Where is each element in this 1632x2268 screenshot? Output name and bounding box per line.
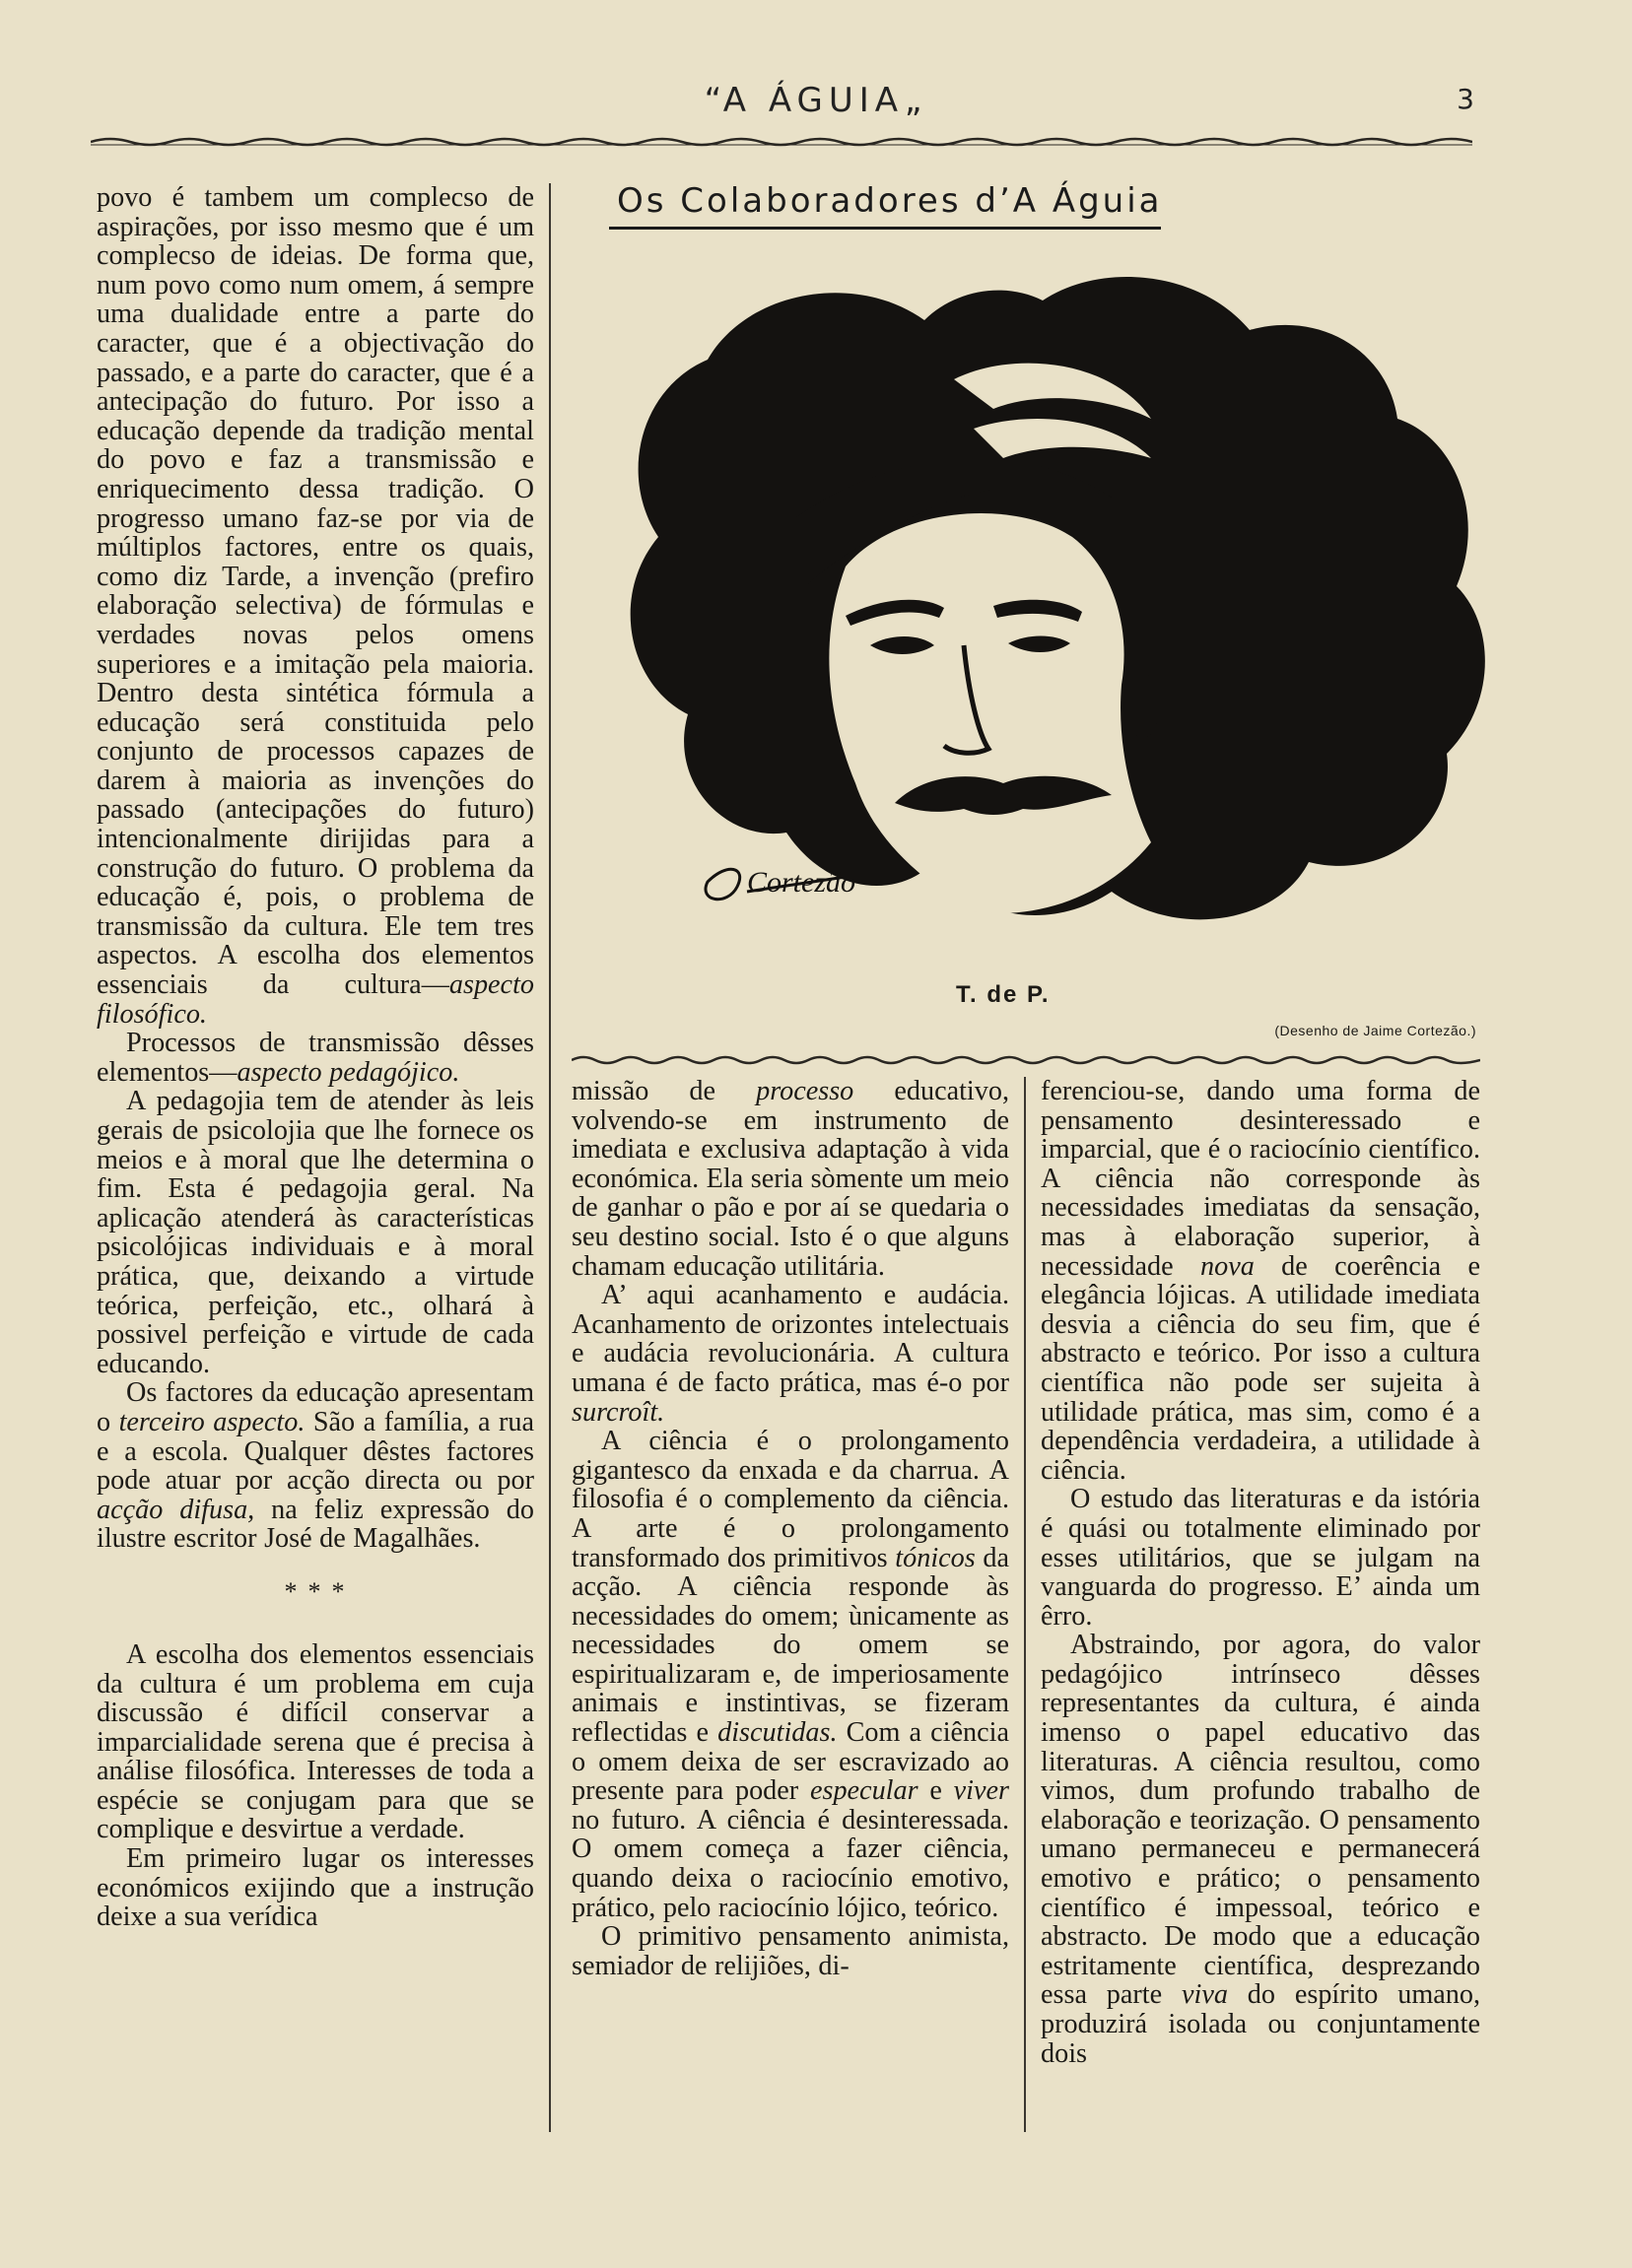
emphasis: viva [1182,1979,1228,2011]
paragraph-text: Abstraindo, por agora, do valor pedagójico intrínseco dêsses representantes da cultura, é ainda imenso o papel educativo das literaturas. A ciência resultou, como vimos, dum profundo trabalho de elaboração e teorização. O pensamento umano permaneceu e permanecerá emotivo e prático; o pensamento científico é impessoal, teórico e abstracto. De modo que a educação estritamente científica, desprezando essa parte [1041,1630,1480,2011]
paragraph-text: de coerência e elegância lójicas. A utilidade imediata desvia a ciência do seu fim, que é abstracto e teórico. Por isso a cultura científica não pode ser sujeita à utilidade prática, mas sim, como é a dependência verdadeira, a utilidade à ciência. [1041,1250,1481,1486]
emphasis: viver [953,1775,1009,1807]
heading-underline [609,227,1161,230]
column-divider [1024,1077,1026,2132]
paragraph: A pedagojia tem de atender às leis gerais de psicolojia que lhe fornece os meios e à moral que lhe determina o fim. Esta é pedagojia geral. Na aplicação atenderá às características psicolójicas individuais e à moral prática, que, deixando a virtude teórica, perfeição, etc., olhará à possivel perfeição e virtude de cada educando. [97,1086,534,1379]
paragraph [572,1077,1009,1281]
paragraph: O estudo das literaturas e da istória é quási ou totalmente eliminado por esses utilitários, que se julgam na vanguarda do progresso. E’ ainda um êrro. [1041,1484,1480,1632]
paragraph-text: e [918,1775,954,1807]
emphasis: processo [756,1076,854,1106]
section-heading: Os Colaboradores d’A Águia [617,181,1163,221]
paragraph-text: Com a ciência o omem deixa de ser escravizado ao presente para poder [572,1717,1009,1807]
column-divider [549,183,551,2132]
emphasis: terceiro aspecto. [118,1406,306,1437]
column-middle [572,1077,1009,1980]
paragraph-text: Os factores da educação apresentam o [97,1377,534,1437]
emphasis: aspecto pedagójico. [237,1056,460,1088]
paragraph [97,183,534,1029]
emphasis: surcroît. [572,1396,665,1428]
paragraph-text: A’ aqui acanhamento e audácia. Acanhamento de orizontes intelectuais e audácia revolucionária. A cultura umana é de facto prática, mas é-o por [572,1280,1009,1398]
paragraph [1041,1631,1480,2068]
paragraph-text: A ciência é o prolongamento gigantesco da enxada e da charrua. A filosofia é o complemento da ciência. A arte é o prolongamento transformado dos primitivos [572,1426,1009,1573]
paragraph-text: Processos de transmissão dêsses elementos— [97,1028,534,1088]
paragraph-text: na feliz expressão do ilustre escritor José de Magalhães. [97,1494,534,1555]
running-header-title: “A ÁGUIA„ [704,81,928,120]
column-right [1041,1077,1480,2068]
paragraph [97,1378,534,1554]
paragraph: Em primeiro lugar os interesses económicos exijindo que a instrução deixe a sua verídica [97,1843,534,1933]
header-ornamental-rule [91,134,1472,148]
paragraph: O primitivo pensamento animista, semiador de relijiões, di- [572,1921,1009,1981]
paragraph-text: povo é tambem um complecso de aspirações, por isso mesmo que é um complecso de ideias. De forma que, num povo como num omem, á sempre uma dualidade entre a parte do caracter, que é a objectivação do passado, e a parte do caracter, que é a antecipação do futuro. Por isso a educação depende da tradição mental do povo e faz a transmissão e enriquecimento dessa tradição. O progresso umano faz-se por via de múltiplos factores, entre os quais, como diz Tarde, a invenção (prefiro elaboração selectiva) de fórmulas e verdades novas pelos omens superiores e a imitação pela maioria. Dentro desta sintética fórmula a educação será constituida pelo conjunto de processos capazes de darem à maioria as invenções do passado (antecipações do futuro) intencionalmente dirijidas para a construção do futuro. O problema da educação é, pois, o problema de transmissão da cultura. Ele tem tres aspectos. A escolha dos elementos essenciais da cultura— [97,182,534,1001]
paragraph [97,1029,534,1087]
artist-signature: Cortezão [747,866,856,899]
paragraph-text: da acção. A ciência responde às necessidades do omem; ùnicamente as necessidades do omem se espiritualizaram e, de imperiosamente animais e instintivas, se fizeram reflectidas e [572,1542,1009,1749]
emphasis: acção difusa, [97,1494,255,1525]
emphasis: aspecto filosófico. [97,969,534,1030]
paragraph: A escolha dos elementos essenciais da cultura é um problema em cuja discussão é difícil conservar a imparcialidade serena que é precisa à análise filosófica. Interesses de toda a espécie se conjugam para que se complique e desvirtue a verdade. [97,1638,534,1845]
paragraph-text: ferenciou-se, dando uma forma de pensamento desinteressado e imparcial, que é o raciocínio científico. A ciência não corresponde às necessidades imediatas da sensação, mas à elaboração superior, à necessidade [1041,1076,1480,1282]
emphasis: nova [1200,1250,1255,1282]
section-ornamental-rule [572,1052,1480,1066]
paragraph [572,1281,1009,1427]
paragraph [572,1427,1009,1922]
illustration-credit: (Desenho de Jaime Cortezão.) [1274,1023,1476,1038]
section-break-asterisks: * * * [284,1576,347,1606]
portrait-caption: T. de P. [956,981,1051,1008]
paragraph [1041,1077,1480,1485]
column-left [97,183,534,1932]
portrait-drawing [599,251,1506,980]
emphasis: especular [809,1775,918,1807]
paragraph-text: São a família, a rua e a escola. Qualquer dêstes factores pode atuar por acção directa ou por [97,1406,534,1497]
paragraph-text: do espírito umano, produzirá isolada ou conjuntamente dois [1041,1979,1480,2069]
emphasis: tónicos [895,1542,976,1573]
paragraph-text: missão de [572,1076,757,1106]
page-number: 3 [1457,83,1474,115]
paragraph-text: no futuro. A ciência é desinteressada. O omem começa a fazer ciência, quando deixa o raciocínio emotivo, prático, pelo raciocínio lójico, teórico. [572,1804,1009,1923]
paragraph-text: educativo, volvendo-se em instrumento de imediata e exclusiva adaptação à vida económica. Ela seria sòmente um meio de ganhar o pão e por aí se quedaria o seu destino social. Isto é o que alguns chamam educação utilitária. [572,1076,1009,1282]
emphasis: discutidas. [717,1717,838,1749]
